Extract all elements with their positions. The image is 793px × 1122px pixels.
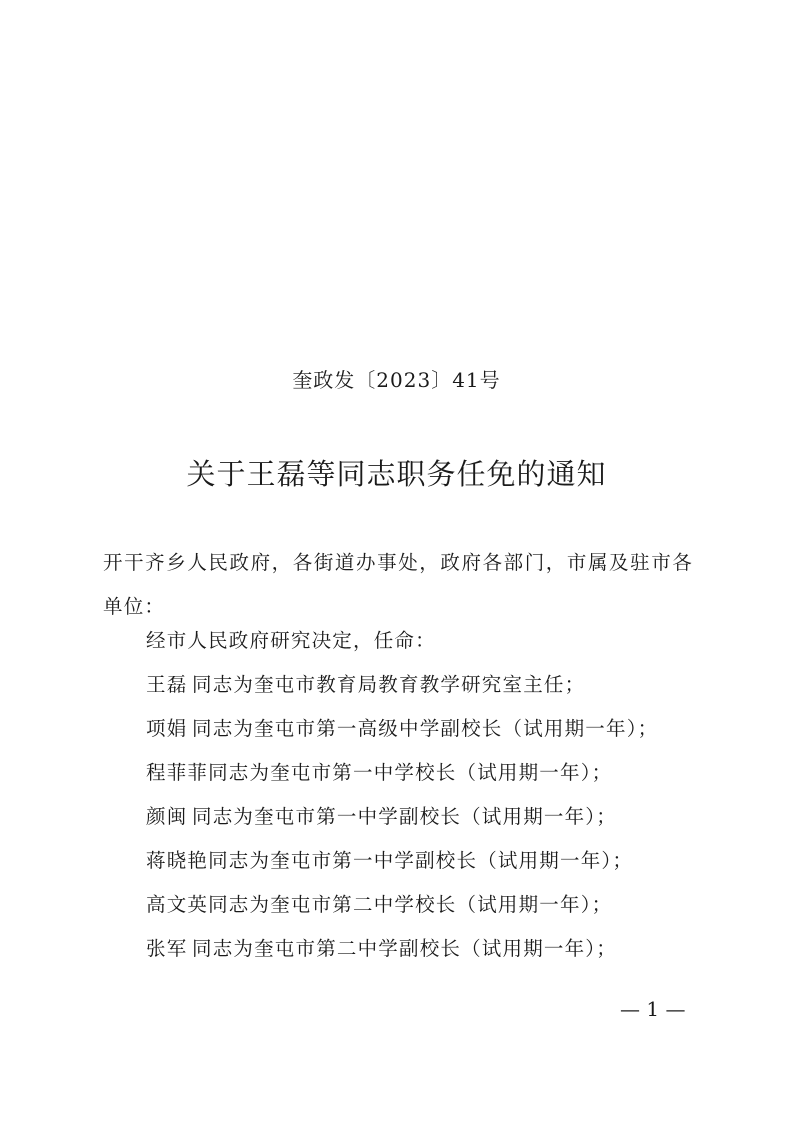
appointment-text: 同志为奎屯市教育局教育教学研究室主任；: [192, 673, 586, 696]
appointment-item: [146, 671, 585, 699]
appointment-text: 同志为奎屯市第一高级中学副校长（试用期一年）；: [192, 717, 659, 740]
intro-paragraph: 经市人民政府研究决定，任命：: [146, 629, 436, 652]
appointment-item: [146, 715, 658, 743]
appointment-item: [146, 759, 612, 787]
appointee-name: 王磊: [146, 673, 188, 696]
document-title: 关于王磊等同志职务任免的通知: [186, 457, 607, 491]
appointee-name: 项娟: [146, 717, 188, 740]
appointment-text: 同志为奎屯市第一中学副校长（试用期一年）；: [192, 805, 617, 828]
salutation: 开干齐乡人民政府，各街道办事处，政府各部门，市属及驻市各单位：: [103, 551, 693, 618]
appointment-text: 同志为奎屯市第一中学副校长（试用期一年）；: [208, 849, 634, 872]
appointment-item: [146, 803, 617, 831]
appointment-item: [146, 847, 633, 875]
appointment-item: [146, 935, 617, 963]
appointment-text: 同志为奎屯市第一中学校长（试用期一年）；: [208, 761, 613, 784]
document-number: 奎政发〔2023〕41号: [292, 368, 501, 392]
appointment-item: [146, 891, 612, 919]
appointee-name: 颜闽: [146, 805, 188, 828]
appointee-name: 程菲菲: [146, 761, 209, 784]
appointee-name: 高文英: [146, 893, 209, 916]
appointee-name: 张军: [146, 937, 188, 960]
appointment-text: 同志为奎屯市第二中学校长（试用期一年）；: [208, 893, 613, 916]
appointee-name: 蒋晓艳: [146, 849, 209, 872]
page-number: — 1 —: [620, 997, 686, 1021]
appointment-text: 同志为奎屯市第二中学副校长（试用期一年）；: [192, 937, 617, 960]
